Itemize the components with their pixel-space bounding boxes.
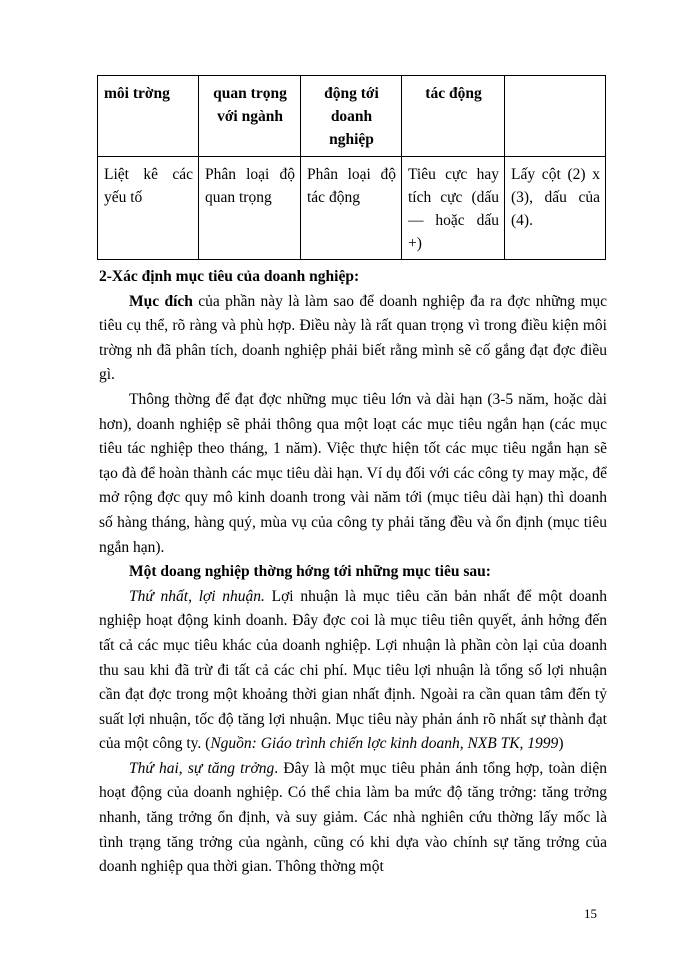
paragraph-growth [99, 757, 607, 880]
section-heading: 2-Xác định mục tiêu của doanh nghiệp: [99, 268, 360, 285]
table-cell: Lấy cột (2) x (3), dấu của (4). [505, 157, 606, 260]
paragraph-purpose [99, 290, 607, 388]
paragraph-text: của phần này là làm sao để doanh nghiệp đa ra đợc những mục tiêu cụ thể, rõ ràng và phù hợp. Điều này là rất quan trọng vì trong điều kiện môi trờng nh đã phân tích, doanh nghiệp phải biết rằng mình sẽ cố gắng đạt đợc điều gì. [99, 292, 608, 384]
table-row [98, 157, 606, 260]
citation-close: ) [558, 735, 564, 753]
paragraph-lead: Mục đích [129, 292, 193, 310]
table-header-row [98, 76, 606, 157]
paragraph-short-long-term: Thông thờng để đạt đợc những mục tiêu lớn và dài hạn (3-5 năm, hoặc dài hơn), doanh nghiệp sẽ phải thông qua một loạt các mục tiêu ngắn hạn (các mục tiêu tác nghiệp theo tháng, 1 năm). Việc thực hiện tốt các mục tiêu ngắn hạn sẽ tạo đà để hoàn thành các mục tiêu dài hạn. Ví dụ đối với các công ty may mặc, để mở rộng đợc quy mô kinh doanh trong vài năm tới (mục tiêu dài hạn) thì doanh số hàng tháng, hàng quý, mùa vụ của công ty phải tăng đều và ổn định (mục tiêu ngắn hạn). [99, 390, 607, 556]
paragraph-profit [99, 585, 607, 757]
paragraph-text: Lợi nhuận là mục tiêu căn bản nhất để một doanh nghiệp hoạt động kinh doanh. Đây đợc coi là mục tiêu tiên quyết, ảnh hởng đến tất cả các mục tiêu khác của doanh nghiệp. Lợi nhuận là phần còn lại của doanh thu sau khi đã trừ đi tất cả các chi phí. Mục tiêu lợi nhuận là tổng số lợi nhuận cần đạt đợc trong một khoảng thời gian nhất định. Ngoài ra cần quan tâm đến tỷ suất lợi nhuận, tốc độ tăng lợi nhuận. Mục tiêu này phản ánh rõ nhất sự thành đạt của một công ty. ( [99, 587, 607, 753]
table-cell: Liệt kê các yếu tố [98, 157, 199, 260]
table-header-cell: tác động [402, 76, 505, 157]
body-text [99, 265, 607, 880]
table-cell: Phân loại độ quan trọng [199, 157, 301, 260]
source-citation: Nguồn: Giáo trình chiến lợc kinh doanh, NXB TK, 1999 [210, 735, 559, 753]
paragraph-lead: Thứ hai, sự tăng trởng [129, 759, 275, 777]
table-header-cell: quan trọng với ngành [199, 76, 301, 157]
table-cell: Tiêu cực hay tích cực (dấu — hoặc dấu +) [402, 157, 505, 260]
table-header-cell: môi trờng [98, 76, 199, 157]
paragraph-text: . Đây là một mục tiêu phản ánh tổng hợp, toàn diện hoạt động của doanh nghiệp. Có thể chia làm ba mức độ tăng trởng: tăng trởng nhanh, tăng trởng ổn định, và suy giảm. Các nhà nghiên cứu thờng lấy mốc là tình trạng tăng trởng của ngành, cũng có khi dựa vào chính sự tăng trởng của doanh nghiệp qua thời gian. Thông thờng một [99, 759, 607, 876]
table-header-cell [505, 76, 606, 157]
paragraph-objectives-intro: Một doang nghiệp thờng hớng tới những mục tiêu sau: [129, 563, 491, 581]
table-header-cell: động tới doanh nghiệp [301, 76, 402, 157]
paragraph-lead: Thứ nhất, lợi nhuận. [129, 587, 265, 605]
page-number: 15 [584, 906, 597, 921]
evaluation-matrix-table [97, 75, 606, 260]
table-cell: Phân loại độ tác động [301, 157, 402, 260]
